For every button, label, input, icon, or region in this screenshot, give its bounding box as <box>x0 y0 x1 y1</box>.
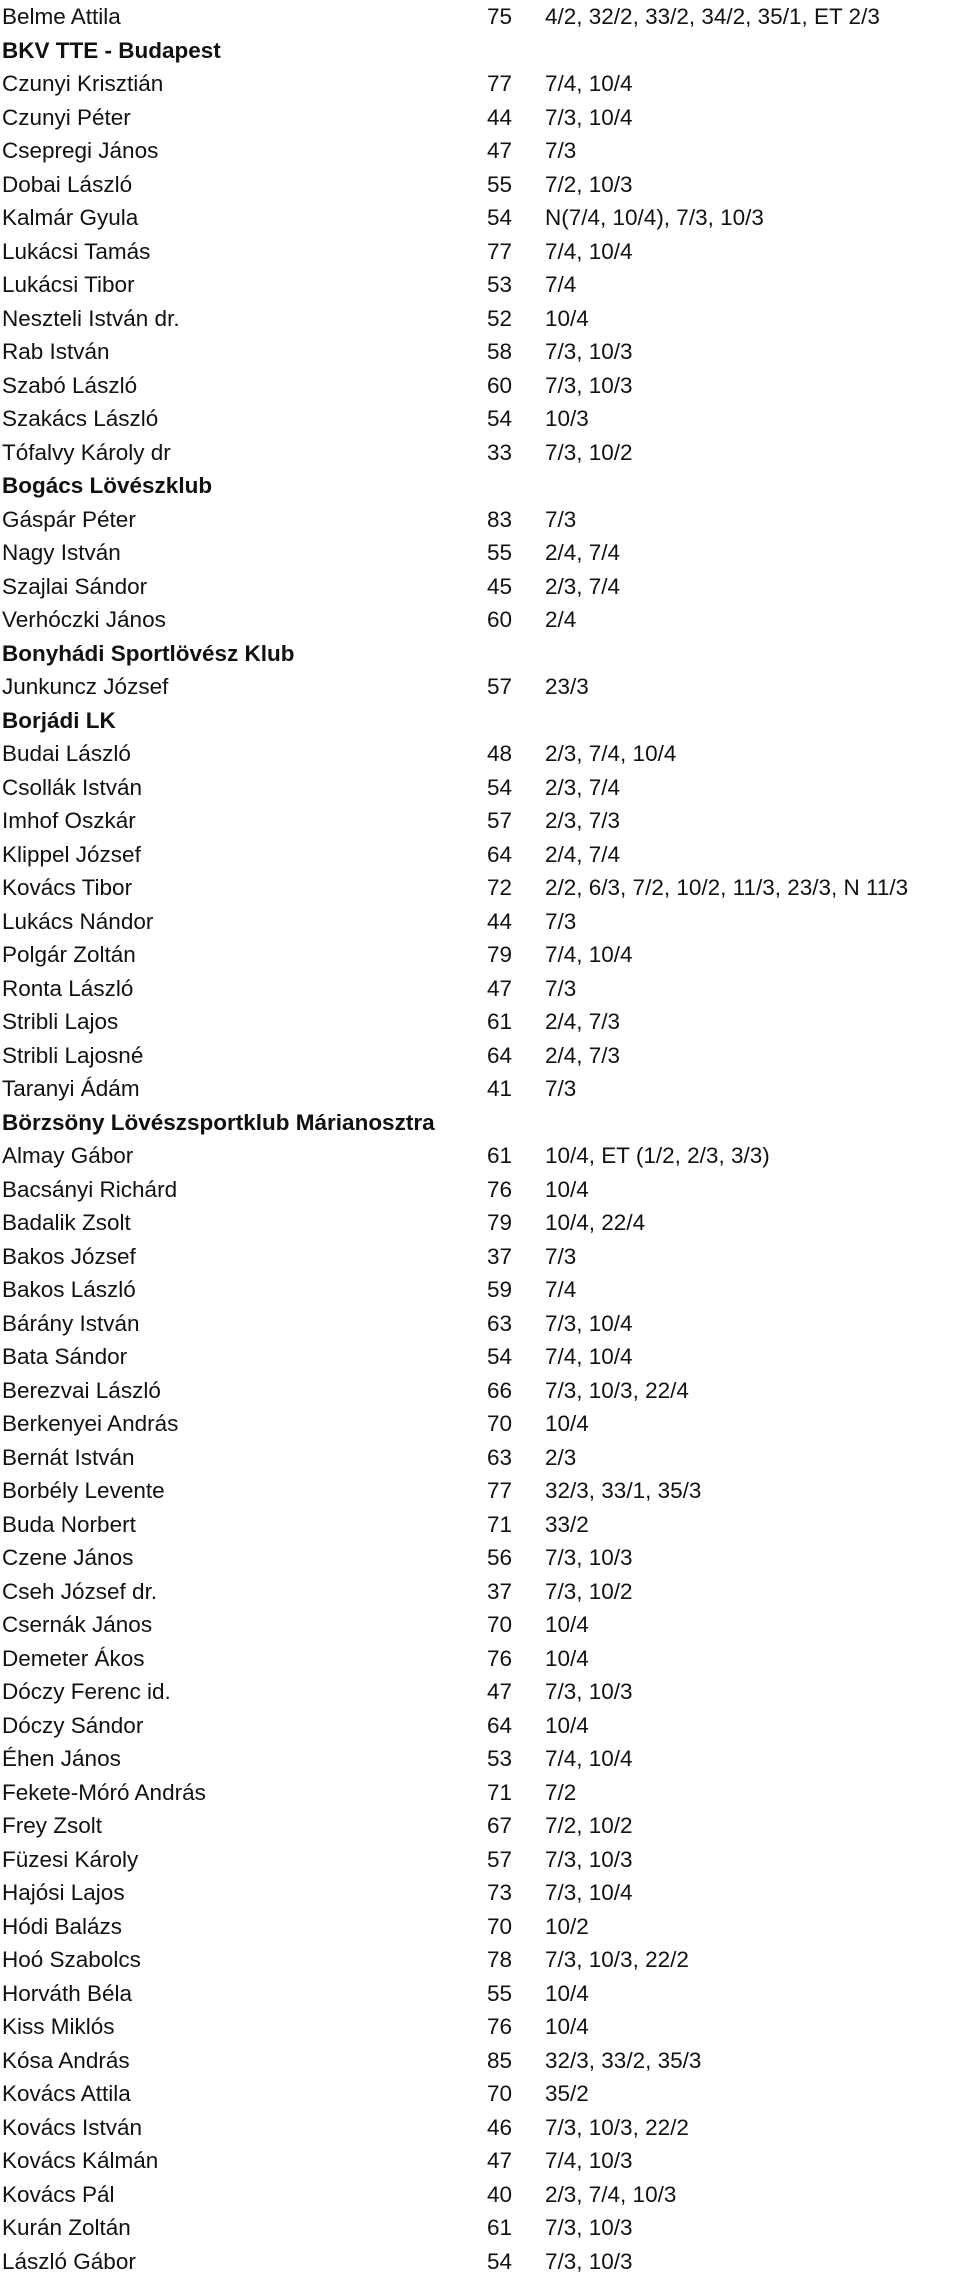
competitor-row <box>0 1072 960 1106</box>
event-list: 2/3, 7/4 <box>545 573 621 599</box>
event-list: 10/2 <box>545 1913 589 1939</box>
event-list: 10/4 <box>545 1411 589 1436</box>
competitor-name: Belme Attila <box>2 4 121 29</box>
event-list: 10/4 <box>545 1645 589 1671</box>
event-list: 7/3 <box>545 138 577 163</box>
competitor-number: 45 <box>487 573 513 599</box>
competitor-row <box>0 905 960 939</box>
competitor-row <box>0 2144 960 2178</box>
competitor-row <box>0 0 960 34</box>
competitor-row <box>0 1809 960 1843</box>
competitor-number: 71 <box>487 1511 513 1537</box>
event-list: 2/4, 7/4 <box>545 540 621 565</box>
competitor-row <box>0 1776 960 1810</box>
event-list: 35/2 <box>545 2081 589 2106</box>
competitor-name: Borbély Levente <box>2 1478 165 1503</box>
event-list: 10/4, ET (1/2, 2/3, 3/3) <box>545 1143 770 1168</box>
competitor-number: 72 <box>487 875 513 900</box>
competitor-number: 55 <box>487 1980 513 2006</box>
competitor-number: 63 <box>487 1310 513 1336</box>
event-list: 7/3 <box>545 1243 577 1269</box>
competitor-name: Kurán Zoltán <box>2 2215 131 2240</box>
competitor-number: 75 <box>487 4 513 29</box>
club-heading-row <box>0 469 960 503</box>
competitor-name: Frey Zsolt <box>2 1813 103 1838</box>
event-list: 10/4 <box>545 1176 589 1202</box>
competitor-name: Kovács István <box>2 2114 143 2140</box>
competitor-number: 47 <box>487 138 513 163</box>
event-list: 10/4 <box>545 1712 589 1738</box>
event-list: 7/2, 10/2 <box>545 1813 633 1838</box>
competitor-name: Kovács Attila <box>2 2081 131 2106</box>
competitor-number: 47 <box>487 975 513 1001</box>
competitor-number: 76 <box>487 1645 513 1671</box>
event-list: 7/3, 10/3 <box>545 1545 633 1570</box>
competitor-number: 78 <box>487 1947 513 1972</box>
event-list: 2/4 <box>545 607 577 632</box>
event-list: 7/4 <box>545 272 577 297</box>
competitor-number: 48 <box>487 741 513 766</box>
competitor-number: 79 <box>487 942 513 967</box>
competitor-name: Szajlai Sándor <box>2 573 148 599</box>
event-list: 2/2, 6/3, 7/2, 10/2, 11/3, 23/3, N 11/3 <box>545 875 909 900</box>
event-list: 7/4 <box>545 1277 577 1302</box>
competitor-number: 60 <box>487 372 513 398</box>
competitor-name: Fekete-Móró András <box>2 1779 206 1805</box>
competitor-row <box>0 1943 960 1977</box>
competitor-name: Éhen János <box>2 1746 121 1771</box>
competitor-number: 54 <box>487 774 513 800</box>
competitor-number: 73 <box>487 1880 513 1905</box>
competitor-name: Verhóczki János <box>2 607 166 632</box>
event-list: 7/3, 10/3, 22/2 <box>545 2114 689 2140</box>
competitor-number: 57 <box>487 1846 513 1872</box>
competitor-name: Cseh József dr. <box>2 1578 158 1604</box>
competitor-name: Csernák János <box>2 1612 153 1637</box>
competitor-row <box>0 503 960 537</box>
competitor-name: Gáspár Péter <box>2 506 136 532</box>
competitor-row <box>0 2178 960 2212</box>
competitor-row <box>0 2245 960 2279</box>
competitor-name: Kovács Tibor <box>2 875 133 900</box>
event-list: 4/2, 32/2, 33/2, 34/2, 35/1, ET 2/3 <box>545 4 880 29</box>
competitor-number: 71 <box>487 1779 513 1805</box>
competitor-row <box>0 67 960 101</box>
competitor-number: 55 <box>487 171 513 197</box>
competitor-row <box>0 369 960 403</box>
competitor-name: Ronta László <box>2 975 134 1001</box>
competitor-name: Junkuncz József <box>2 674 169 699</box>
competitor-name: Szabó László <box>2 372 138 398</box>
competitor-name: Horváth Béla <box>2 1980 133 2006</box>
competitor-name: Kovács Pál <box>2 2181 115 2207</box>
event-list: 7/3, 10/4 <box>545 104 633 130</box>
competitor-row <box>0 972 960 1006</box>
competitor-number: 37 <box>487 1243 513 1269</box>
competitor-row <box>0 1441 960 1475</box>
competitor-row <box>0 737 960 771</box>
competitor-name: Czunyi Péter <box>2 104 131 130</box>
event-list: 7/3, 10/4 <box>545 1310 633 1336</box>
event-list: 10/4, 22/4 <box>545 1210 646 1235</box>
competitor-name: Nagy István <box>2 540 121 565</box>
competitor-row <box>0 302 960 336</box>
competitor-row <box>0 2111 960 2145</box>
competitor-name: Demeter Ákos <box>2 1645 145 1671</box>
competitor-name: Dóczy Ferenc id. <box>2 1679 171 1704</box>
event-list: 7/3, 10/2 <box>545 439 633 465</box>
event-list: 10/4 <box>545 1980 589 2006</box>
competitor-name: Buda Norbert <box>2 1511 136 1537</box>
event-list: 7/3 <box>545 1076 577 1101</box>
competitor-name: Stribli Lajos <box>2 1009 119 1034</box>
event-list: 7/3, 10/3 <box>545 1846 633 1872</box>
event-list: 7/4, 10/4 <box>545 1344 633 1369</box>
competitor-row <box>0 771 960 805</box>
event-list: 10/4 <box>545 305 589 331</box>
event-list: 32/3, 33/1, 35/3 <box>545 1478 702 1503</box>
competitor-row <box>0 1374 960 1408</box>
competitor-name: Füzesi Károly <box>2 1846 139 1872</box>
event-list: 7/3, 10/2 <box>545 1578 633 1604</box>
competitor-number: 59 <box>487 1277 513 1302</box>
club-name: BKV TTE - Budapest <box>2 37 221 63</box>
event-list: 7/3, 10/3, 22/2 <box>545 1947 689 1972</box>
event-list: 2/3, 7/3 <box>545 808 621 833</box>
competitor-row <box>0 1843 960 1877</box>
competitor-number: 77 <box>487 71 513 96</box>
competitor-name: Kósa András <box>2 2047 130 2073</box>
competitor-row <box>0 268 960 302</box>
competitor-row <box>0 101 960 135</box>
competitor-name: Bacsányi Richárd <box>2 1176 178 1202</box>
competitor-row <box>0 1407 960 1441</box>
competitor-number: 85 <box>487 2047 513 2073</box>
event-list: 2/4, 7/3 <box>545 1042 621 1068</box>
competitor-row <box>0 1240 960 1274</box>
competitor-name: Czene János <box>2 1545 134 1570</box>
competitor-name: Bárány István <box>2 1310 140 1336</box>
event-list: 7/2 <box>545 1779 577 1805</box>
competitor-number: 63 <box>487 1444 513 1470</box>
competitor-name: Tófalvy Károly dr <box>2 439 171 465</box>
competitor-row <box>0 1608 960 1642</box>
competitor-number: 54 <box>487 2248 513 2274</box>
competitor-name: László Gábor <box>2 2248 136 2274</box>
competitor-row <box>0 2077 960 2111</box>
competitor-name: Hódi Balázs <box>2 1913 123 1939</box>
competitor-row <box>0 2010 960 2044</box>
competitor-number: 60 <box>487 607 513 632</box>
competitor-name: Berezvai László <box>2 1377 161 1403</box>
competitor-number: 54 <box>487 406 513 431</box>
event-list: 7/2, 10/3 <box>545 171 633 197</box>
competitor-name: Czunyi Krisztián <box>2 71 164 96</box>
competitor-row <box>0 2044 960 2078</box>
competitor-row <box>0 235 960 269</box>
competitor-name: Klippel József <box>2 841 141 867</box>
competitor-row <box>0 536 960 570</box>
competitor-number: 77 <box>487 1478 513 1503</box>
competitor-row <box>0 1709 960 1743</box>
competitor-row <box>0 1675 960 1709</box>
competitor-number: 61 <box>487 2215 513 2240</box>
club-heading-row <box>0 1106 960 1140</box>
competitor-name: Badalik Zsolt <box>2 1210 131 1235</box>
competitor-number: 57 <box>487 674 513 699</box>
competitor-row <box>0 436 960 470</box>
competitor-number: 70 <box>487 1411 513 1436</box>
event-list: 10/4 <box>545 1612 589 1637</box>
competitor-number: 77 <box>487 238 513 264</box>
competitor-number: 64 <box>487 1712 513 1738</box>
event-list: 32/3, 33/2, 35/3 <box>545 2047 702 2073</box>
competitor-row <box>0 1173 960 1207</box>
event-list: 33/2 <box>545 1511 589 1537</box>
competitor-row <box>0 201 960 235</box>
competitor-row <box>0 1139 960 1173</box>
competitor-number: 57 <box>487 808 513 833</box>
event-list: 7/3, 10/3 <box>545 1679 633 1704</box>
competitor-number: 46 <box>487 2114 513 2140</box>
event-list: 7/4, 10/4 <box>545 238 633 264</box>
competitor-name: Almay Gábor <box>2 1143 134 1168</box>
event-list: 7/4, 10/4 <box>545 71 633 96</box>
competitor-name: Lukácsi Tibor <box>2 272 135 297</box>
competitor-name: Csollák István <box>2 774 143 800</box>
competitor-row <box>0 871 960 905</box>
competitor-number: 37 <box>487 1578 513 1604</box>
club-heading-row <box>0 637 960 671</box>
competitor-name: Kalmár Gyula <box>2 205 139 230</box>
event-list: 7/3, 10/3 <box>545 372 633 398</box>
event-list: 2/3 <box>545 1444 577 1470</box>
competitor-name: Lukácsi Tamás <box>2 238 151 264</box>
competitor-row <box>0 134 960 168</box>
event-list: 10/4 <box>545 2014 589 2039</box>
club-name: Börzsöny Lövészsportklub Márianosztra <box>2 1109 435 1135</box>
competitor-number: 54 <box>487 1344 513 1369</box>
competitor-number: 40 <box>487 2181 513 2207</box>
competitor-number: 47 <box>487 1679 513 1704</box>
competitor-row <box>0 1642 960 1676</box>
competitor-number: 53 <box>487 1746 513 1771</box>
club-heading-row <box>0 34 960 68</box>
competitor-number: 79 <box>487 1210 513 1235</box>
event-list: 2/3, 7/4 <box>545 774 621 800</box>
competitor-name: Berkenyei András <box>2 1411 179 1436</box>
competitor-name: Taranyi Ádám <box>2 1076 140 1101</box>
event-list: 7/3 <box>545 908 577 934</box>
event-list: 7/3, 10/3, 22/4 <box>545 1377 689 1403</box>
competitor-number: 47 <box>487 2148 513 2173</box>
competitor-number: 54 <box>487 205 513 230</box>
competitor-row <box>0 1206 960 1240</box>
event-list: 7/3 <box>545 506 577 532</box>
competitor-number: 67 <box>487 1813 513 1838</box>
event-list: 23/3 <box>545 674 589 699</box>
event-list: 2/3, 7/4, 10/3 <box>545 2181 677 2207</box>
competitor-row <box>0 1575 960 1609</box>
competitor-name: Kiss Miklós <box>2 2014 115 2039</box>
competitor-number: 58 <box>487 339 513 364</box>
competitor-row <box>0 1273 960 1307</box>
competitor-name: Dobai László <box>2 171 133 197</box>
event-list: 7/3, 10/3 <box>545 2248 633 2274</box>
competitor-row <box>0 402 960 436</box>
competitor-number: 64 <box>487 1042 513 1068</box>
event-list: 2/4, 7/4 <box>545 841 621 867</box>
competitor-name: Stribli Lajosné <box>2 1042 144 1068</box>
event-list: 7/3 <box>545 975 577 1001</box>
competitor-row <box>0 938 960 972</box>
event-list: 2/3, 7/4, 10/4 <box>545 741 677 766</box>
event-list: N(7/4, 10/4), 7/3, 10/3 <box>545 205 764 230</box>
competitor-row <box>0 1307 960 1341</box>
event-list: 2/4, 7/3 <box>545 1009 621 1034</box>
competitor-row <box>0 1910 960 1944</box>
competitor-number: 52 <box>487 305 513 331</box>
competitor-number: 33 <box>487 439 513 465</box>
competitor-row <box>0 1742 960 1776</box>
competitor-name: Szakács László <box>2 406 159 431</box>
competitor-name: Imhof Oszkár <box>2 808 136 833</box>
competitor-number: 61 <box>487 1009 513 1034</box>
competitor-name: Csepregi János <box>2 138 159 163</box>
competitor-name: Polgár Zoltán <box>2 942 136 967</box>
competitor-name: Bakos József <box>2 1243 136 1269</box>
competitor-row <box>0 1039 960 1073</box>
competitor-number: 66 <box>487 1377 513 1403</box>
competitor-name: Bata Sándor <box>2 1344 128 1369</box>
competitor-name: Hoó Szabolcs <box>2 1947 141 1972</box>
event-list: 7/4, 10/3 <box>545 2148 633 2173</box>
competitor-row <box>0 335 960 369</box>
competitor-number: 61 <box>487 1143 513 1168</box>
competitor-row <box>0 168 960 202</box>
event-list: 7/3, 10/4 <box>545 1880 633 1905</box>
competitor-name: Bakos László <box>2 1277 136 1302</box>
competitor-name: Hajósi Lajos <box>2 1880 125 1905</box>
event-list: 10/3 <box>545 406 589 431</box>
competitor-row <box>0 1340 960 1374</box>
competitor-row <box>0 603 960 637</box>
competitor-name: Rab István <box>2 339 110 364</box>
competitor-number: 41 <box>487 1076 513 1101</box>
competitor-row <box>0 2211 960 2245</box>
club-name: Bogács Lövészklub <box>2 473 213 498</box>
competitor-number: 56 <box>487 1545 513 1570</box>
competitor-row <box>0 838 960 872</box>
competitor-row <box>0 1474 960 1508</box>
club-name: Bonyhádi Sportlövész Klub <box>2 640 295 666</box>
competitor-row <box>0 1876 960 1910</box>
competitor-row <box>0 1005 960 1039</box>
competitor-number: 83 <box>487 506 513 532</box>
competitor-number: 76 <box>487 1176 513 1202</box>
competitor-row <box>0 1541 960 1575</box>
event-list: 7/4, 10/4 <box>545 1746 633 1771</box>
competitor-number: 70 <box>487 2081 513 2106</box>
event-list: 7/3, 10/3 <box>545 2215 633 2240</box>
competitor-name: Dóczy Sándor <box>2 1712 144 1738</box>
competitor-name: Kovács Kálmán <box>2 2148 159 2173</box>
club-heading-row <box>0 704 960 738</box>
event-list: 7/4, 10/4 <box>545 942 633 967</box>
competitor-name: Lukács Nándor <box>2 908 154 934</box>
competitor-number: 70 <box>487 1612 513 1637</box>
competitor-number: 76 <box>487 2014 513 2039</box>
competitor-number: 44 <box>487 104 513 130</box>
competitor-row <box>0 1508 960 1542</box>
competitor-number: 55 <box>487 540 513 565</box>
competitor-row <box>0 570 960 604</box>
competitor-number: 64 <box>487 841 513 867</box>
competitor-number: 44 <box>487 908 513 934</box>
club-name: Borjádi LK <box>2 707 116 733</box>
event-list: 7/3, 10/3 <box>545 339 633 364</box>
competitor-row <box>0 804 960 838</box>
competitor-name: Bernát István <box>2 1444 135 1470</box>
competitor-row <box>0 670 960 704</box>
competitor-number: 70 <box>487 1913 513 1939</box>
competitor-name: Budai László <box>2 741 131 766</box>
competitor-name: Neszteli István dr. <box>2 305 180 331</box>
competitor-number: 53 <box>487 272 513 297</box>
competitor-row <box>0 1977 960 2011</box>
